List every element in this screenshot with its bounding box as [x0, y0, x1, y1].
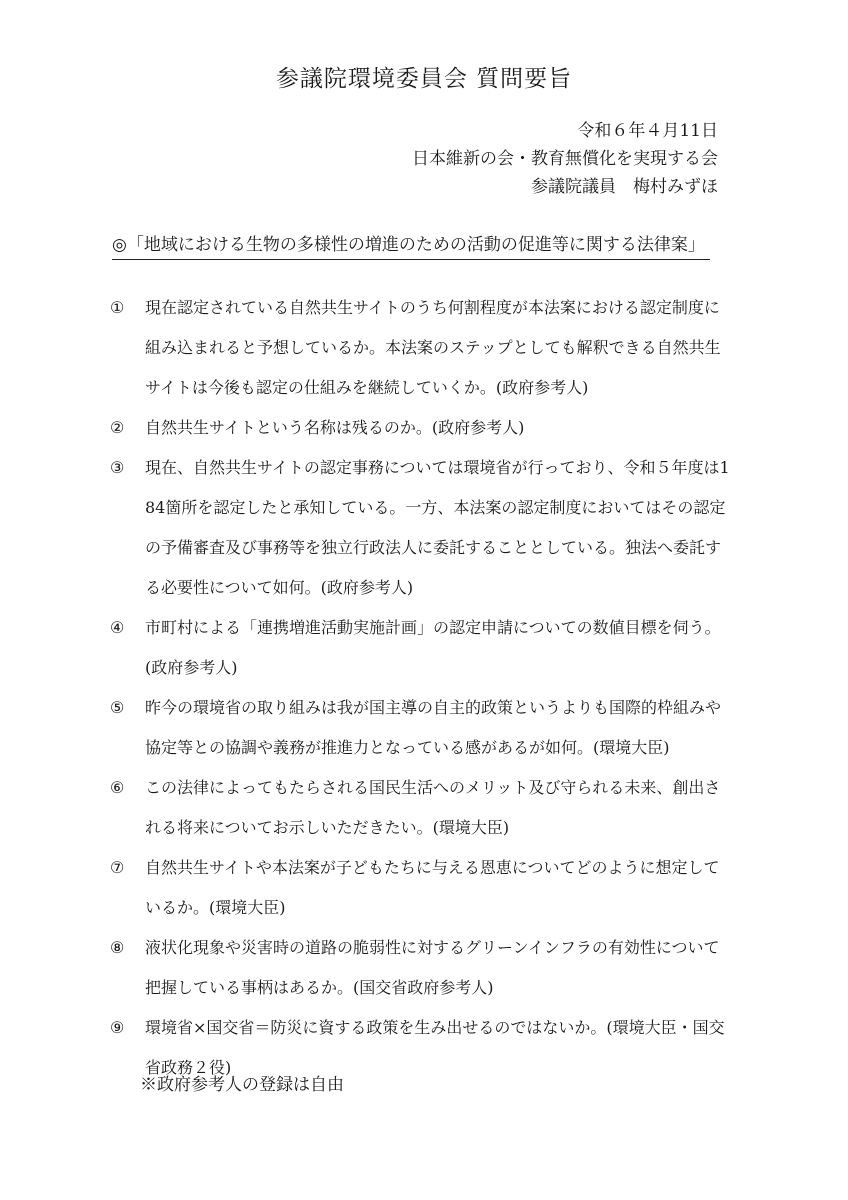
- party-name: 日本維新の会・教育無償化を実現する会: [412, 149, 718, 169]
- question-item: [110, 448, 730, 608]
- question-text: 現在認定されている自然共生サイトのうち何割程度が本法案における認定制度に組み込まれると予想しているか。本法案のステップとしても解釈できる自然共生サイトは今後も認定の仕組みを継続していくか。(政府参考人): [145, 298, 721, 397]
- page-title: 参議院環境委員会 質問要旨: [275, 66, 573, 92]
- question-item: [110, 408, 730, 448]
- question-text: 自然共生サイトという名称は残るのか。(政府参考人): [145, 418, 525, 437]
- question-text: 環境省×国交省＝防災に資する政策を生み出せるのではないか。(環境大臣・国交省政務２役): [145, 1018, 725, 1077]
- question-text: 自然共生サイトや本法案が子どもたちに与える恩恵についてどのように想定しているか。(環境大臣): [145, 858, 720, 917]
- question-item: [110, 928, 730, 1008]
- document-meta: [412, 117, 718, 201]
- question-text: 現在、自然共生サイトの認定事務については環境省が行っており、令和５年度は184箇所を認定したと承知している。一方、本法案の認定制度においてはその認定の予備審査及び事務等を独立行政法人に委託することとしている。独法へ委託する必要性について如何。(政府参考人): [145, 458, 730, 597]
- question-number: ①: [110, 298, 125, 317]
- question-number: ②: [110, 418, 125, 437]
- question-list: [110, 288, 730, 1088]
- question-number: ⑥: [110, 778, 125, 797]
- question-number: ⑤: [110, 698, 125, 717]
- question-item: [110, 288, 730, 408]
- question-text: 昨今の環境省の取り組みは我が国主導の自主的政策というよりも国際的枠組みや協定等との協調や義務が推進力となっている感があるが如何。(環境大臣): [145, 698, 722, 757]
- question-text: 液状化現象や災害時の道路の脆弱性に対するグリーンインフラの有効性について把握している事柄はあるか。(国交省政府参考人): [145, 938, 720, 997]
- question-number: ③: [110, 458, 125, 477]
- question-item: [110, 688, 730, 768]
- question-text: 市町村による「連携増進活動実施計画」の認定申請についての数値目標を伺う。(政府参考人): [145, 618, 721, 677]
- document-date: 令和６年４月11日: [577, 121, 718, 141]
- question-number: ⑦: [110, 858, 125, 877]
- member-name: 参議院議員 梅村みずほ: [531, 177, 718, 197]
- question-number: ④: [110, 618, 125, 637]
- question-item: [110, 848, 730, 928]
- bill-title: ◎「地域における生物の多様性の増進のための活動の促進等に関する法律案」: [112, 230, 710, 260]
- question-text: この法律によってもたらされる国民生活へのメリット及び守られる未来、創出される将来についてお示しいただきたい。(環境大臣): [145, 778, 721, 837]
- question-number: ⑨: [110, 1018, 125, 1037]
- question-item: [110, 768, 730, 848]
- footnote: ※政府参考人の登録は自由: [140, 1075, 344, 1095]
- question-item: [110, 608, 730, 688]
- question-number: ⑧: [110, 938, 125, 957]
